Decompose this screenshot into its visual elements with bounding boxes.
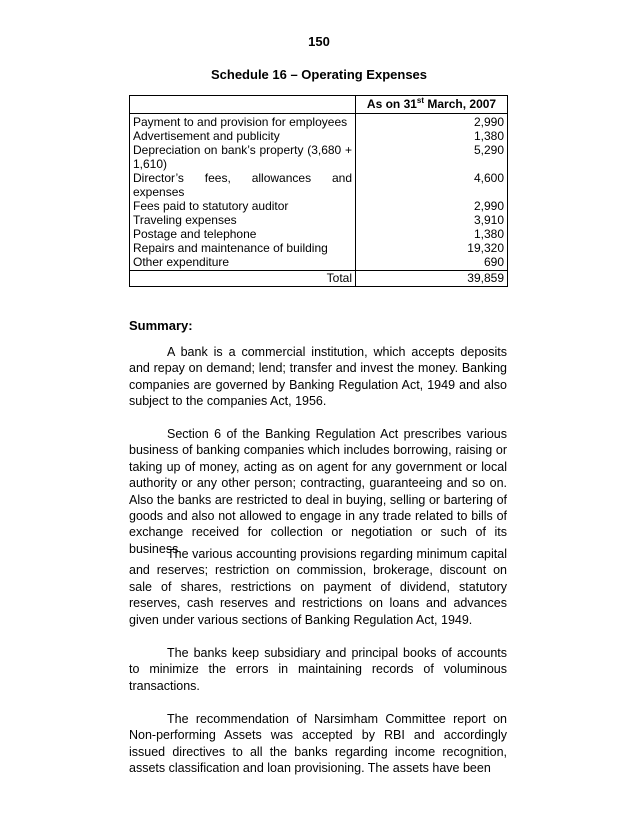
summary-paragraph: Section 6 of the Banking Regulation Act prescribes various business of banking companies which includes borrowing, raising or taking up of money, acting as on agent for any government or local authority or any other person; contracting, guaranteeing and so on. Also the banks are restricted to deal in buying, selling or bartering of goods and also not allowed to engage in any trade related to bills of exchange received for collection or negotiation or such of its business. (129, 427, 507, 556)
schedule-title: Schedule 16 – Operating Expenses (210, 67, 428, 82)
row-description: Postage and telephone (130, 227, 356, 241)
row-amount: 1,380 (356, 227, 508, 241)
row-amount: 1,380 (356, 129, 508, 143)
table-row (130, 114, 508, 130)
table-row (130, 241, 508, 255)
table-row (130, 129, 508, 143)
row-amount: 690 (356, 255, 508, 271)
row-description: Fees paid to statutory auditor (130, 199, 356, 213)
table-row (130, 199, 508, 213)
row-amount: 19,320 (356, 241, 508, 255)
row-description: Other expenditure (130, 255, 356, 271)
summary-paragraph: The recommendation of Narsimham Committee report on Non-performing Assets was accepted by RBI and accordingly issued directives to all the banks regarding income recognition, assets classification and loan provisioning. The assets have been (129, 712, 507, 776)
row-amount: 5,290 (356, 143, 508, 171)
table-row (130, 171, 508, 199)
page-number: 150 (308, 34, 330, 49)
row-amount: 2,990 (356, 199, 508, 213)
row-amount: 4,600 (356, 171, 508, 199)
operating-expenses-table (129, 95, 508, 287)
table-row (130, 227, 508, 241)
row-description: Advertisement and publicity (130, 129, 356, 143)
table-row (130, 143, 508, 171)
header-superscript: st (416, 96, 425, 105)
table-total-row (130, 271, 508, 287)
row-amount: 2,990 (356, 114, 508, 130)
row-description: Repairs and maintenance of building (130, 241, 356, 255)
row-description: Depreciation on bank’s property (3,680 + 1,610) (130, 143, 356, 171)
header-suffix: March, 2007 (424, 97, 497, 111)
summary-paragraph: The banks keep subsidiary and principal books of accounts to minimize the errors in maintaining records of voluminous transactions. (129, 646, 507, 693)
summary-heading: Summary: (129, 318, 193, 333)
row-description: Director’s fees, allowances and expenses (130, 171, 356, 199)
header-blank-cell (130, 96, 356, 114)
summary-paragraph: A bank is a commercial institution, which accepts deposits and repay on demand; lend; transfer and invest the money. Banking companies are governed by Banking Regulation Act, 1949 and also subject to the companies Act, 1956. (129, 345, 507, 409)
row-description: Traveling expenses (130, 213, 356, 227)
summary-paragraph: The various accounting provisions regarding minimum capital and reserves; restriction on commission, brokerage, discount on sale of shares, restrictions on payment of dividend, statutory reserves, cash reserves and restrictions on loans and advances given under various sections of Banking Regulation Act, 1949. (129, 547, 507, 627)
table-row (130, 213, 508, 227)
header-prefix: As on 31 (366, 97, 417, 111)
total-label: Total (130, 271, 356, 287)
table-header-row (130, 96, 508, 114)
row-description: Payment to and provision for employees (130, 114, 356, 130)
column-header-date (356, 96, 508, 114)
row-amount: 3,910 (356, 213, 508, 227)
total-amount: 39,859 (356, 271, 508, 287)
table-row (130, 255, 508, 271)
